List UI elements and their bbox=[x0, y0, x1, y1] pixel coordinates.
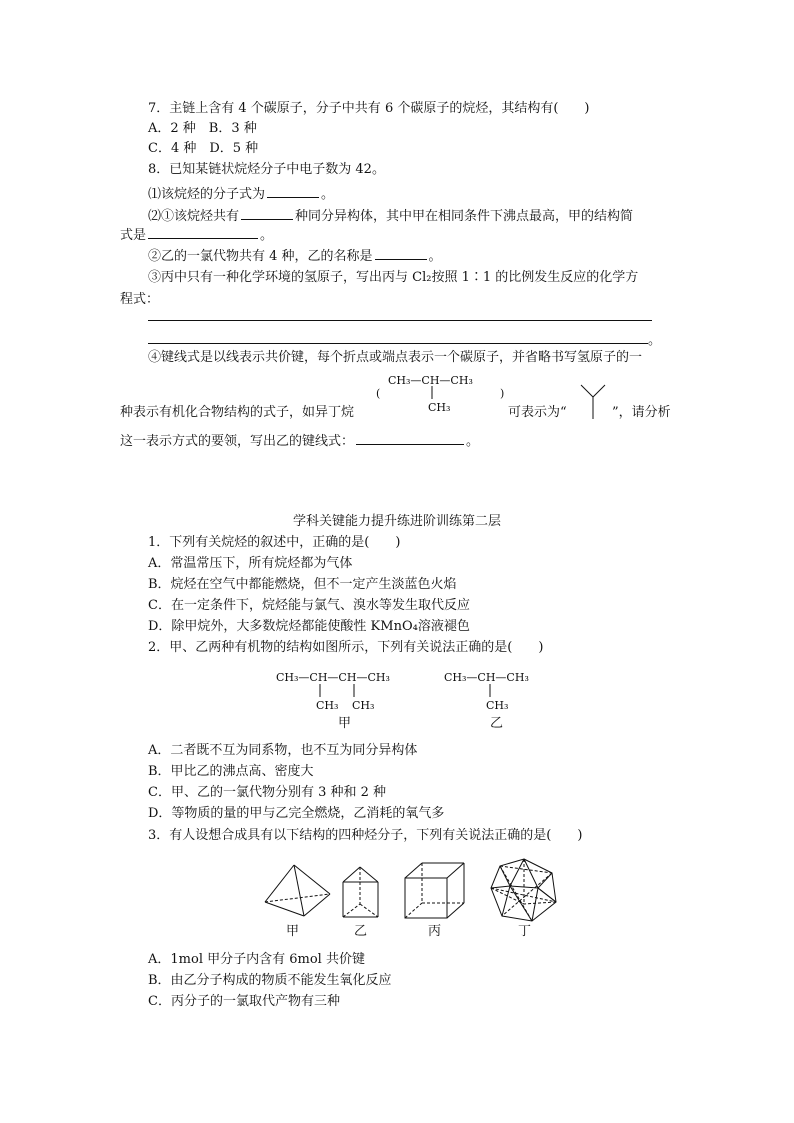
answer-blank[interactable] bbox=[375, 246, 427, 260]
structure-jia-top: CH₃—CH—CH—CH₃ bbox=[276, 671, 390, 684]
q2-option-d: D．等物质的量的甲与乙完全燃烧，乙消耗的氧气多 bbox=[148, 806, 445, 821]
q8-part3-end: 。 bbox=[428, 249, 442, 264]
q1-option-d: D．除甲烷外，大多数烷烃都能使酸性 KMnO₄溶液褪色 bbox=[148, 619, 470, 634]
figure-label-ding: 丁 bbox=[518, 924, 532, 939]
q8-part2-text-cont: 种同分异构体，其中甲在相同条件下沸点最高，甲的结构简 bbox=[295, 209, 634, 224]
answer-blank[interactable] bbox=[267, 184, 319, 198]
q3-option-c: C．丙分子的一氯取代产物有三种 bbox=[148, 994, 340, 1009]
q1-stem: 1．下列有关烷烃的叙述中，正确的是( ) bbox=[148, 535, 401, 550]
q2-option-c: C．甲、乙的一氯代物分别有 3 种和 2 种 bbox=[148, 785, 387, 800]
q8-part5-line1: ④键线式是以线表示共价键，每个折点或端点表示一个碳原子，并省略书写氢原子的一 bbox=[148, 350, 643, 365]
q8-part5-line2-b: 可表示为“ bbox=[508, 405, 567, 420]
q8-part1 bbox=[148, 184, 334, 203]
structure-jia-label: 甲 bbox=[338, 716, 352, 731]
isobutane-formula-bottom: CH₃ bbox=[428, 401, 451, 414]
q8-part2-line2 bbox=[120, 225, 273, 244]
q8-part2-text-2: 式是 bbox=[120, 228, 147, 243]
figure-label-bing: 丙 bbox=[428, 924, 442, 939]
q8-part5-line3 bbox=[120, 431, 479, 450]
figure-label-yi: 乙 bbox=[354, 924, 368, 939]
q8-stem: 8．已知某链状烷烃分子中电子数为 42。 bbox=[148, 162, 385, 177]
answer-line[interactable] bbox=[148, 343, 648, 344]
structure-jia-sub2: CH₃ bbox=[352, 699, 375, 712]
q8-part3 bbox=[148, 246, 442, 265]
q3-option-b: B．由乙分子构成的物质不能发生氧化反应 bbox=[148, 973, 392, 988]
isobutane-paren-left: ( bbox=[376, 387, 381, 400]
cube-figure bbox=[402, 860, 468, 922]
triangular-prism-figure bbox=[340, 864, 384, 920]
q8-part3-text: ②乙的一氯代物共有 4 种，乙的名称是 bbox=[148, 249, 373, 264]
q2-stem: 2．甲、乙两种有机物的结构如图所示，下列有关说法正确的是( ) bbox=[148, 640, 544, 655]
q3-stem: 3．有人设想合成具有以下结构的四种烃分子，下列有关说法正确的是( ) bbox=[148, 828, 583, 843]
q1-option-a: A．常温常压下，所有烷烃都为气体 bbox=[148, 556, 353, 571]
structure-yi-label: 乙 bbox=[490, 716, 504, 731]
q8-part1-text: ⑴该烷烃的分子式为 bbox=[148, 187, 266, 202]
q3-option-a: A．1mol 甲分子内含有 6mol 共价键 bbox=[148, 952, 365, 967]
q8-part4-end: 。 bbox=[648, 333, 662, 348]
q2-option-b: B．甲比乙的沸点高、密度大 bbox=[148, 764, 314, 779]
q8-part5-line3-text: 这一表示方式的要领，写出乙的键线式： bbox=[120, 434, 355, 449]
q8-part4-line1: ③丙中只有一种化学环境的氢原子，写出丙与 Cl₂按照 1∶1 的比例发生反应的化学方 bbox=[148, 270, 639, 285]
answer-blank[interactable] bbox=[241, 206, 293, 220]
figure-label-jia: 甲 bbox=[286, 924, 300, 939]
q8-part2-line1 bbox=[148, 206, 633, 225]
q8-part5-line3-end: 。 bbox=[466, 434, 480, 449]
structure-jia-bonds bbox=[316, 684, 360, 698]
answer-blank[interactable] bbox=[148, 225, 258, 239]
q7-stem: 7．主链上含有 4 个碳原子，分子中共有 6 个碳原子的烷烃，其结构有( ) bbox=[148, 101, 590, 116]
bond-line-formula-icon bbox=[578, 383, 608, 423]
isobutane-bond bbox=[428, 386, 436, 400]
answer-line[interactable] bbox=[148, 320, 652, 321]
structure-yi-sub: CH₃ bbox=[486, 699, 509, 712]
q8-part4-line2: 程式： bbox=[120, 292, 160, 307]
q8-part5-line2-a: 种表示有机化合物结构的式子，如异丁烷 bbox=[120, 405, 355, 420]
structure-jia-sub1: CH₃ bbox=[316, 699, 339, 712]
q7-options-ab: A．2 种 B．3 种 bbox=[148, 121, 257, 136]
section-title: 学科关键能力提升练进阶训练第二层 bbox=[292, 514, 501, 529]
structure-yi-top: CH₃—CH—CH₃ bbox=[444, 671, 529, 684]
tetrahedron-figure bbox=[262, 862, 334, 920]
q1-option-c: C．在一定条件下，烷烃能与氯气、溴水等发生取代反应 bbox=[148, 598, 470, 613]
icosahedron-figure bbox=[488, 856, 560, 924]
q8-part5-line2-c: ”，请分析 bbox=[612, 405, 671, 420]
q2-option-a: A．二者既不互为同系物，也不互为同分异构体 bbox=[148, 743, 418, 758]
isobutane-paren-right: ) bbox=[500, 387, 505, 400]
q7-options-cd: C．4 种 D．5 种 bbox=[148, 141, 259, 156]
q8-part2-end: 。 bbox=[260, 228, 274, 243]
q8-part1-end: 。 bbox=[321, 187, 335, 202]
q1-option-b: B．烷烃在空气中都能燃烧，但不一定产生淡蓝色火焰 bbox=[148, 577, 457, 592]
structure-yi-bond bbox=[486, 684, 496, 698]
q8-part2-text: ⑵①该烷烃共有 bbox=[148, 209, 240, 224]
isobutane-formula-top: CH₃—CH—CH₃ bbox=[388, 374, 473, 387]
answer-blank[interactable] bbox=[356, 431, 464, 445]
